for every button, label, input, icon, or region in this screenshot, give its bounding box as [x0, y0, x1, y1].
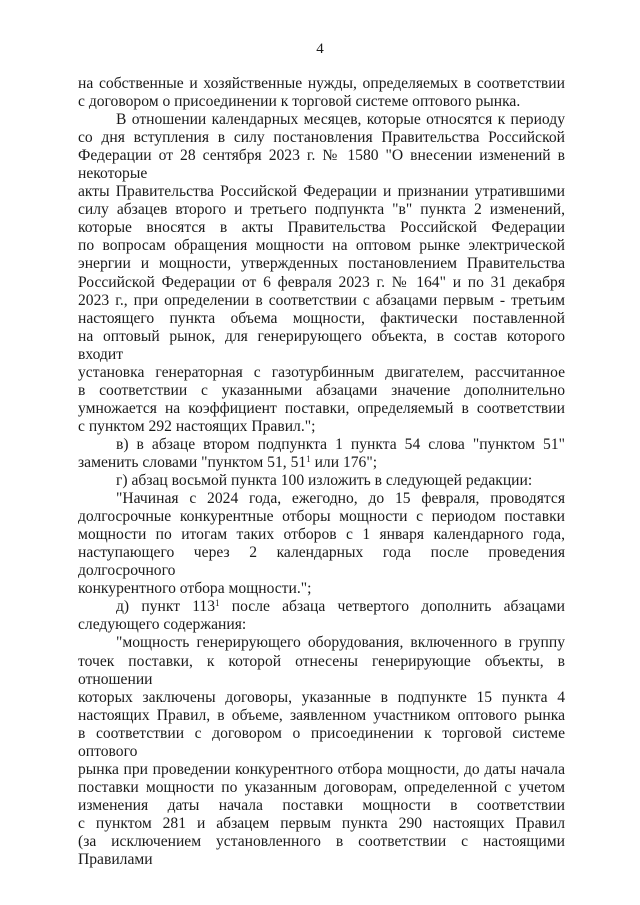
paragraph-line: с пунктом 292 настоящих Правил.";: [78, 417, 316, 435]
paragraph-line: в) в абзаце втором подпункта 1 пункта 54 слова "пунктом 51": [116, 435, 565, 453]
paragraph-line: которых заключены договоры, указанные в подпункте 15 пункта 4: [78, 688, 565, 706]
paragraph-line: "мощность генерирующего оборудования, включенного в группу: [116, 634, 565, 652]
paragraph-line: настоящего пункта объема мощности, фактически поставленной: [78, 309, 565, 327]
paragraph-line: мощности по итогам таких отборов с 1 января календарного года,: [78, 526, 565, 544]
paragraph-line: г) абзац восьмой пункта 100 изложить в следующей редакции:: [116, 472, 533, 490]
line-text: или 176";: [310, 453, 378, 471]
line-text: д) пункт 113: [116, 598, 216, 616]
paragraph-line: точек поставки, к которой отнесены генерирующие объекты, в отношении: [78, 652, 565, 688]
paragraph-line: поставки мощности по указанным договорам, определенной с учетом: [78, 778, 565, 796]
paragraph-line: на собственные и хозяйственные нужды, определяемых в соответствии: [78, 75, 565, 92]
paragraph-line: [78, 454, 565, 472]
paragraph-line: силу абзацев второго и третьего подпункта "в" пункта 2 изменений,: [78, 201, 565, 219]
line-text: после абзаца четвертого дополнить абзацами: [219, 598, 565, 616]
paragraph-line: на оптовый рынок, для генерирующего объекта, в состав которого входит: [78, 327, 565, 363]
paragraph-line: конкурентного отбора мощности.";: [78, 580, 312, 598]
paragraph-line: (за исключением установленного в соответствии с настоящими Правилами: [78, 832, 565, 869]
paragraph-line: энергии и мощности, утвержденных постановлением Правительства: [78, 255, 565, 273]
paragraph-line: Российской Федерации от 6 февраля 2023 г. № 164" и по 31 декабря: [78, 273, 565, 291]
paragraph-line: в соответствии с указанными абзацами значение дополнительно: [78, 381, 565, 399]
paragraph-line: рынка при проведении конкурентного отбора мощности, до даты начала: [78, 760, 565, 778]
paragraph-line: умножается на коэффициент поставки, определяемый в соответствии: [78, 399, 565, 417]
line-text: заменить словами "пунктом 51, 51: [78, 453, 307, 471]
paragraph-line: "Начиная с 2024 года, ежегодно, до 15 февраля, проводятся: [116, 490, 565, 508]
paragraph-line: по вопросам обращения мощности на оптовом рынке электрической: [78, 237, 565, 255]
document-body: [78, 75, 565, 869]
paragraph-line: наступающего через 2 календарных года после проведения долгосрочного: [78, 544, 565, 580]
paragraph-line: долгосрочные конкурентные отборы мощности с периодом поставки: [78, 508, 565, 526]
paragraph-line: которые вносятся в акты Правительства Российской Федерации: [78, 219, 565, 237]
paragraph-line: с договором о присоединении к торговой системе оптового рынка.: [78, 93, 521, 111]
paragraph-line: в соответствии с договором о присоединении к торговой системе оптового: [78, 724, 565, 760]
paragraph-line: изменения даты начала поставки мощности в соответствии: [78, 796, 565, 814]
superscript: 1: [306, 453, 311, 464]
paragraph-line: Федерации от 28 сентября 2023 г. № 1580 "О внесении изменений в некоторые: [78, 147, 565, 183]
paragraph-line: следующего содержания:: [78, 616, 247, 634]
paragraph-line: акты Правительства Российской Федерации и признании утратившими: [78, 183, 565, 201]
page-number: 4: [316, 41, 324, 57]
paragraph-line: 2023 г., при определении в соответствии с абзацами первым - третьим: [78, 291, 565, 309]
paragraph-line: настоящих Правил, в объеме, заявленном участником оптового рынка: [78, 706, 565, 724]
paragraph-line: [78, 598, 565, 616]
paragraph-line: В отношении календарных месяцев, которые относятся к периоду: [116, 111, 565, 129]
paragraph-line: с пунктом 281 и абзацем первым пункта 290 настоящих Правил: [78, 814, 565, 832]
superscript: 1: [215, 598, 220, 609]
paragraph-line: установка генераторная с газотурбинным двигателем, рассчитанное: [78, 363, 565, 381]
paragraph-line: со дня вступления в силу постановления Правительства Российской: [78, 129, 565, 147]
